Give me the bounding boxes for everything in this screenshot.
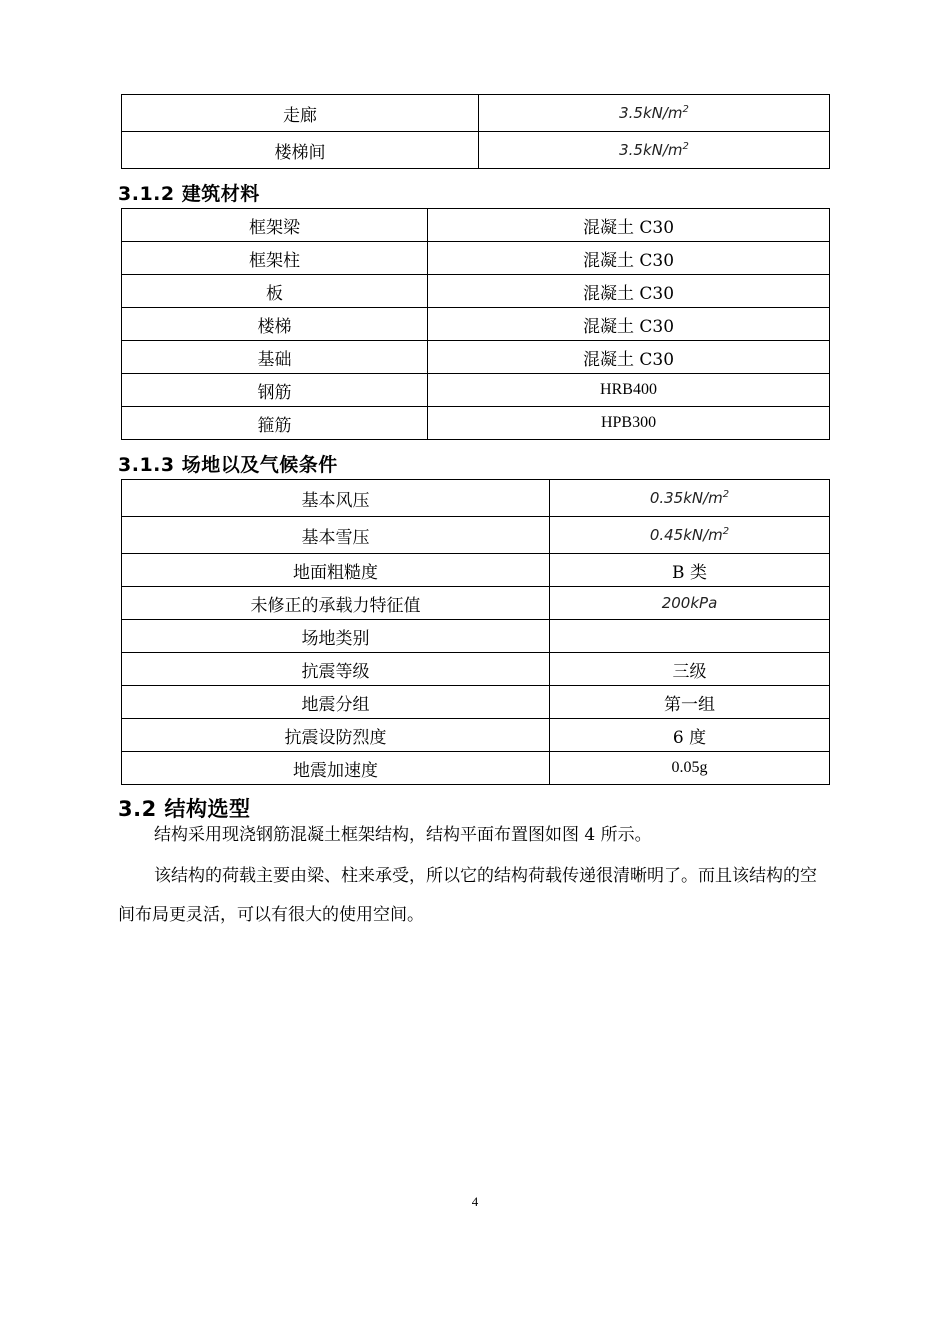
site-value-cell [550,587,830,620]
site-name-cell: 基本风压 [122,480,550,517]
load-value: $3.5kN/m^2$ [619,104,689,122]
table-row [122,95,830,132]
table-row [122,132,830,169]
material-value-cell: HRB400 [428,374,830,407]
section-heading-structure: 3.2 结构选型 [118,797,251,821]
material-value-cell: HPB300 [428,407,830,440]
material-name-cell: 楼梯 [122,308,428,341]
site-name-cell: 地面粗糙度 [122,554,550,587]
material-name-cell: 板 [122,275,428,308]
material-name-cell: 基础 [122,341,428,374]
material-name-cell: 钢筋 [122,374,428,407]
site-value-cell: 第一组 [550,686,830,719]
table-row [122,275,830,308]
material-value-cell: 混凝土 C30 [428,341,830,374]
site-name-cell: 地震分组 [122,686,550,719]
table-row [122,554,830,587]
site-table [121,479,830,785]
site-name-cell: 未修正的承载力特征值 [122,587,550,620]
materials-table [121,208,830,440]
table-row [122,374,830,407]
material-value-cell: 混凝土 C30 [428,242,830,275]
table-row [122,752,830,785]
load-name-cell: 走廊 [122,95,479,132]
page-number: 4 [471,1194,479,1209]
table-row [122,620,830,653]
site-name-cell: 抗震等级 [122,653,550,686]
material-value-cell: 混凝土 C30 [428,275,830,308]
table-row [122,719,830,752]
paragraph: 该结构的荷载主要由梁、柱来承受，所以它的结构荷载传递很清晰明了。而且该结构的空间布局更灵活，可以有很大的使用空间。 [118,866,817,925]
table-row [122,587,830,620]
site-value: 200kPa [661,594,718,612]
load-name-cell: 楼梯间 [122,132,479,169]
site-value-cell: 三级 [550,653,830,686]
table-row [122,308,830,341]
site-value-cell: 0.05g [550,752,830,785]
section-heading-materials: 3.1.2 建筑材料 [118,183,260,205]
site-name-cell: 基本雪压 [122,517,550,554]
load-value-cell [479,95,830,132]
site-name-cell: 场地类别 [122,620,550,653]
paragraph: 结构采用现浇钢筋混凝土框架结构，结构平面布置图如图 4 所示。 [154,825,652,845]
material-name-cell: 框架梁 [122,209,428,242]
table-row [122,407,830,440]
table-row [122,480,830,517]
site-value-cell: 6 度 [550,719,830,752]
site-name-cell: 抗震设防烈度 [122,719,550,752]
load-value: $3.5kN/m^2$ [619,141,689,159]
site-value: $0.35kN/m^2$ [649,489,730,507]
table-row [122,341,830,374]
table-row [122,653,830,686]
table-row [122,517,830,554]
site-value-cell [550,620,830,653]
load-value-cell [479,132,830,169]
material-name-cell: 箍筋 [122,407,428,440]
site-value: $0.45kN/m^2$ [649,526,730,544]
site-value-cell: B 类 [550,554,830,587]
material-name-cell: 框架柱 [122,242,428,275]
site-name-cell: 地震加速度 [122,752,550,785]
material-value-cell: 混凝土 C30 [428,308,830,341]
table-row [122,686,830,719]
section-heading-site: 3.1.3 场地以及气候条件 [118,454,338,476]
load-table [121,94,830,169]
site-value-cell [550,480,830,517]
table-row [122,242,830,275]
material-value-cell: 混凝土 C30 [428,209,830,242]
site-value-cell [550,517,830,554]
table-row [122,209,830,242]
